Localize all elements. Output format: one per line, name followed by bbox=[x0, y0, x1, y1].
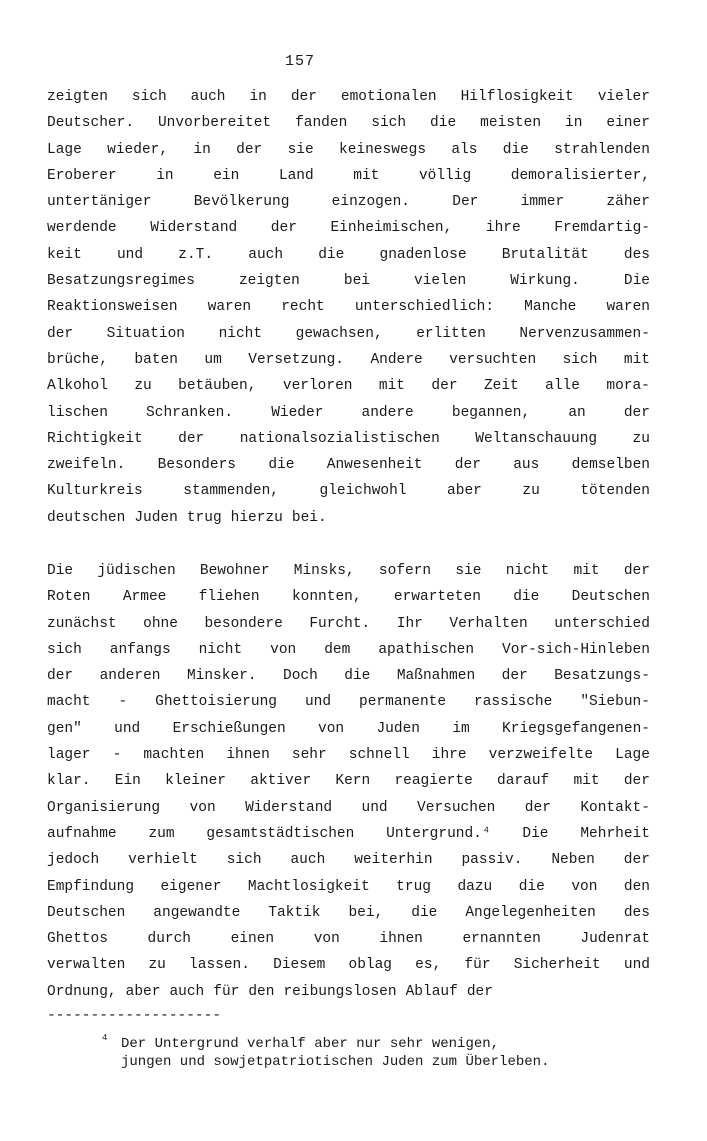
word: Anwesenheit bbox=[326, 457, 423, 474]
word: der bbox=[47, 668, 74, 685]
word: die bbox=[344, 668, 371, 685]
word: Besatzungs- bbox=[554, 668, 650, 685]
word: Untergrund.⁴ bbox=[386, 825, 491, 842]
word: lassen. bbox=[189, 957, 250, 974]
word: und bbox=[304, 694, 332, 711]
word: Ghettos bbox=[47, 931, 108, 948]
word: jüdischen bbox=[97, 563, 176, 579]
word: mit bbox=[378, 378, 406, 395]
word: die bbox=[502, 141, 529, 158]
word: der bbox=[466, 983, 493, 1000]
word: Die bbox=[47, 563, 74, 579]
word: "Siebun- bbox=[580, 694, 650, 711]
word: permanente bbox=[359, 694, 447, 711]
word: in bbox=[156, 167, 174, 184]
text-line bbox=[47, 84, 650, 110]
word: Organisierung bbox=[47, 799, 161, 816]
word: fliehen bbox=[198, 589, 260, 606]
word: sich bbox=[562, 351, 598, 368]
word: auch bbox=[248, 246, 284, 263]
word: Ghettoisierung bbox=[155, 694, 277, 711]
word: Maßnahmen bbox=[396, 668, 476, 685]
word: eigener bbox=[160, 878, 222, 895]
word: ohne bbox=[143, 615, 178, 632]
word: stammenden, bbox=[183, 483, 279, 500]
word: der bbox=[290, 89, 317, 105]
word: Versetzung. bbox=[248, 351, 344, 368]
text-line bbox=[47, 215, 650, 241]
word: nicht bbox=[218, 325, 263, 342]
word: Ablauf bbox=[405, 983, 458, 1000]
word: mit bbox=[573, 563, 600, 579]
word: auch bbox=[169, 983, 205, 1000]
footnote-separator: -------------------- bbox=[47, 1008, 222, 1024]
word: nationalsozialistischen bbox=[239, 430, 440, 447]
word: hierzu bbox=[230, 509, 283, 526]
word: zweifeln. bbox=[47, 457, 126, 474]
word: Weltanschauung bbox=[475, 430, 598, 447]
word: sich bbox=[371, 115, 407, 132]
text-line bbox=[47, 663, 650, 689]
word: rassische bbox=[474, 694, 553, 711]
word: apathischen bbox=[378, 641, 475, 658]
word: Besatzungsregimes bbox=[47, 273, 195, 290]
word: Manche bbox=[524, 299, 577, 316]
word: waren bbox=[207, 299, 252, 316]
word: Deutschen bbox=[47, 904, 126, 921]
word: anfangs bbox=[109, 641, 171, 658]
word: trug bbox=[396, 878, 431, 895]
word: von bbox=[270, 641, 297, 658]
word: es, bbox=[415, 957, 442, 974]
text-line bbox=[47, 558, 650, 584]
word: Ihr bbox=[396, 615, 423, 632]
word: Hilflosigkeit bbox=[460, 89, 574, 105]
word: Minsker. bbox=[186, 668, 257, 685]
word: Lage bbox=[615, 747, 650, 764]
word: in bbox=[249, 89, 267, 105]
word: gewachsen, bbox=[295, 325, 383, 342]
word: in bbox=[193, 141, 211, 158]
text-line bbox=[47, 637, 650, 663]
word: machten bbox=[143, 747, 205, 764]
word: Ein bbox=[114, 773, 141, 790]
word: von bbox=[313, 931, 340, 948]
word: Neben bbox=[551, 852, 595, 869]
word: Widerstand bbox=[150, 220, 238, 237]
word: und bbox=[116, 246, 144, 263]
word: erlitten bbox=[416, 325, 486, 342]
text-line bbox=[47, 926, 650, 952]
word: der bbox=[623, 852, 650, 869]
word: trug bbox=[186, 509, 222, 526]
word: Besonders bbox=[157, 457, 236, 474]
word: Eroberer bbox=[47, 167, 117, 184]
text-line bbox=[47, 426, 650, 452]
text-line bbox=[47, 742, 650, 768]
text-line bbox=[47, 584, 650, 610]
word: verwalten bbox=[47, 957, 126, 974]
word: nicht bbox=[198, 641, 243, 658]
word: zeigten bbox=[47, 89, 108, 105]
word: Der bbox=[452, 194, 479, 211]
word: sehr bbox=[291, 747, 327, 764]
word: unterschiedlich: bbox=[354, 299, 495, 316]
word: mit bbox=[623, 351, 650, 368]
text-line bbox=[47, 321, 650, 347]
word: sich bbox=[226, 852, 262, 869]
word: aktiver bbox=[250, 773, 312, 790]
word: vieler bbox=[597, 89, 650, 105]
word: angewandte bbox=[153, 904, 241, 921]
word: begannen, bbox=[451, 404, 531, 421]
word: aber bbox=[447, 483, 482, 500]
word: Kern bbox=[335, 773, 371, 790]
word: dazu bbox=[457, 878, 493, 895]
word: Vor-sich-Hinleben bbox=[502, 641, 650, 658]
paragraph-2 bbox=[47, 558, 650, 1005]
word: ernannten bbox=[462, 931, 541, 948]
text-line bbox=[47, 952, 650, 978]
text-line bbox=[47, 294, 650, 320]
word: Furcht. bbox=[309, 615, 371, 632]
word: keineswegs bbox=[339, 141, 427, 158]
word: die bbox=[513, 589, 540, 606]
word: Situation bbox=[106, 325, 185, 342]
word: für bbox=[464, 957, 491, 974]
word: Erschießungen bbox=[172, 720, 286, 737]
word: reibungslosen bbox=[283, 983, 397, 1000]
word: Versuchen bbox=[417, 799, 496, 816]
word: völlig bbox=[418, 167, 472, 184]
word: Die bbox=[623, 273, 650, 290]
word: Lage bbox=[47, 141, 82, 158]
word: des bbox=[623, 904, 650, 921]
word: tötenden bbox=[580, 483, 650, 500]
word: - bbox=[118, 694, 128, 711]
word: Armee bbox=[122, 589, 167, 606]
word: aus bbox=[513, 457, 540, 474]
text-line bbox=[47, 821, 650, 847]
word: Alkohol bbox=[47, 378, 108, 395]
word: Empfindung bbox=[47, 878, 135, 895]
word: als bbox=[451, 141, 478, 158]
word: Reaktionsweisen bbox=[47, 299, 178, 316]
word: alle bbox=[545, 378, 580, 395]
word: Angelegenheiten bbox=[465, 904, 596, 921]
text-line bbox=[47, 716, 650, 742]
word: weiterhin bbox=[354, 852, 433, 869]
word: Richtigkeit bbox=[47, 430, 143, 447]
word: versuchten bbox=[449, 351, 537, 368]
word: Unvorbereitet bbox=[157, 115, 272, 132]
word: für bbox=[213, 983, 240, 1000]
word: Brutalität bbox=[501, 246, 589, 263]
word: die bbox=[411, 904, 438, 921]
word: ihnen bbox=[226, 747, 270, 764]
word: Kulturkreis bbox=[47, 483, 143, 500]
word: lischen bbox=[47, 404, 108, 421]
word: Taktik bbox=[268, 904, 321, 921]
word: Deutschen bbox=[571, 589, 650, 606]
word: und bbox=[114, 720, 141, 737]
word: und bbox=[623, 957, 650, 974]
text-line bbox=[47, 400, 650, 426]
text-line bbox=[47, 505, 650, 531]
word: mora- bbox=[606, 378, 650, 395]
text-line bbox=[47, 847, 650, 873]
text-line bbox=[47, 452, 650, 478]
word: der bbox=[431, 378, 458, 395]
word: von bbox=[189, 799, 216, 816]
footnote-line: jungen und sowjetpatriotischen Juden zum Überleben. bbox=[121, 1054, 550, 1070]
word: fanden bbox=[295, 115, 348, 132]
word: demselben bbox=[571, 457, 650, 474]
word: sie bbox=[455, 563, 482, 579]
word: gnadenlose bbox=[379, 246, 467, 263]
word: lager bbox=[47, 747, 91, 764]
word: die bbox=[318, 246, 345, 263]
word: der bbox=[524, 799, 551, 816]
word: Nervenzusammen- bbox=[519, 325, 650, 342]
paragraph-1 bbox=[47, 84, 650, 531]
footnote-line: Der Untergrund verhalf aber nur sehr wenigen, bbox=[121, 1036, 500, 1052]
word: bei. bbox=[291, 509, 327, 526]
word: auch bbox=[290, 852, 326, 869]
word: ihre bbox=[431, 747, 467, 764]
word: ein bbox=[213, 167, 240, 184]
word: zu bbox=[632, 430, 650, 447]
word: von bbox=[571, 878, 598, 895]
text-line bbox=[47, 373, 650, 399]
word: zu bbox=[148, 957, 166, 974]
word: durch bbox=[147, 931, 192, 948]
word: jedoch bbox=[47, 852, 100, 869]
word: Schranken. bbox=[146, 404, 234, 421]
word: der bbox=[623, 404, 650, 421]
word: aufnahme bbox=[47, 825, 117, 842]
word: der bbox=[454, 457, 481, 474]
word: Fremdartig- bbox=[554, 220, 650, 237]
text-line bbox=[47, 979, 650, 1005]
text-line bbox=[47, 189, 650, 215]
text-line bbox=[47, 137, 650, 163]
word: einen bbox=[230, 931, 275, 948]
text-line bbox=[47, 795, 650, 821]
word: Kriegsgefangenen- bbox=[502, 720, 650, 737]
word: demoralisierter, bbox=[510, 167, 650, 184]
footnote-text bbox=[95, 1035, 665, 1071]
word: bei bbox=[343, 273, 370, 290]
word: Die bbox=[522, 825, 549, 842]
word: der bbox=[236, 141, 263, 158]
word: auch bbox=[190, 89, 226, 105]
word: anderen bbox=[99, 668, 161, 685]
word: macht bbox=[47, 694, 91, 711]
word: im bbox=[452, 720, 470, 737]
word: Zeit bbox=[483, 378, 519, 395]
word: meisten bbox=[480, 115, 542, 132]
word: von bbox=[318, 720, 345, 737]
word: untertäniger bbox=[47, 194, 152, 211]
word: sie bbox=[287, 141, 314, 158]
word: deutschen bbox=[47, 509, 126, 526]
word: die bbox=[518, 878, 545, 895]
word: um bbox=[204, 351, 222, 368]
word: und bbox=[361, 799, 388, 816]
word: Sicherheit bbox=[513, 957, 601, 974]
word: kleiner bbox=[165, 773, 227, 790]
word: z.T. bbox=[178, 246, 214, 263]
word: Diesem bbox=[273, 957, 326, 974]
text-line bbox=[47, 163, 650, 189]
word: Mehrheit bbox=[580, 825, 650, 842]
word: wieder, bbox=[107, 141, 169, 158]
text-line bbox=[47, 768, 650, 794]
word: betäuben, bbox=[178, 378, 257, 395]
word: Land bbox=[278, 167, 314, 184]
word: Roten bbox=[47, 589, 91, 606]
word: Minsks, bbox=[293, 563, 355, 579]
text-line bbox=[47, 900, 650, 926]
word: Juden bbox=[376, 720, 420, 737]
word: Verhalten bbox=[449, 615, 528, 632]
word: den bbox=[623, 878, 650, 895]
word: des bbox=[623, 246, 650, 263]
word: Judenrat bbox=[580, 931, 650, 948]
word: sofern bbox=[378, 563, 432, 579]
word: den bbox=[248, 983, 275, 1000]
word: an bbox=[568, 404, 586, 421]
text-line bbox=[47, 478, 650, 504]
word: einzogen. bbox=[331, 194, 410, 211]
word: bei, bbox=[348, 904, 384, 921]
word: passiv. bbox=[461, 852, 523, 869]
word: erwarteten bbox=[393, 589, 481, 606]
word: Doch bbox=[283, 668, 318, 685]
word: sich bbox=[131, 89, 167, 105]
word: verloren bbox=[282, 378, 353, 395]
word: strahlenden bbox=[554, 141, 650, 158]
word: unterschied bbox=[554, 615, 650, 632]
word: keit bbox=[47, 246, 82, 263]
word: ihnen bbox=[379, 931, 423, 948]
word: - bbox=[112, 747, 122, 764]
word: der bbox=[47, 325, 74, 342]
word: zeigten bbox=[238, 273, 300, 290]
word: einer bbox=[606, 115, 650, 132]
word: der bbox=[178, 430, 205, 447]
word: Widerstand bbox=[245, 799, 333, 816]
word: schnell bbox=[348, 747, 410, 764]
text-line bbox=[47, 110, 650, 136]
word: Kontakt- bbox=[580, 799, 650, 816]
footnote-marker: 4 bbox=[102, 1033, 108, 1043]
text-line bbox=[47, 689, 650, 715]
word: andere bbox=[361, 404, 414, 421]
word: zu bbox=[134, 378, 152, 395]
word: waren bbox=[606, 299, 650, 316]
word: zunächst bbox=[47, 615, 117, 632]
word: brüche, bbox=[47, 351, 108, 368]
word: in bbox=[565, 115, 583, 132]
word: der bbox=[501, 668, 528, 685]
word: Bevölkerung bbox=[193, 194, 290, 211]
word: Einheimischen, bbox=[330, 220, 453, 237]
word: werdende bbox=[47, 220, 117, 237]
text-line bbox=[47, 347, 650, 373]
word: Andere bbox=[370, 351, 423, 368]
word: der bbox=[270, 220, 297, 237]
word: recht bbox=[281, 299, 325, 316]
word: verzweifelte bbox=[488, 747, 594, 764]
word: aber bbox=[125, 983, 161, 1000]
word: baten bbox=[134, 351, 178, 368]
word: der bbox=[623, 563, 650, 579]
word: gesamtstädtischen bbox=[206, 825, 355, 842]
word: Wirkung. bbox=[510, 273, 580, 290]
word: darauf bbox=[497, 773, 550, 790]
word: zäher bbox=[606, 194, 650, 211]
word: die bbox=[430, 115, 457, 132]
word: zu bbox=[522, 483, 540, 500]
word: der bbox=[623, 773, 650, 790]
word: Ordnung, bbox=[47, 983, 117, 1000]
word: Wieder bbox=[271, 404, 324, 421]
word: mit bbox=[573, 773, 600, 790]
text-line bbox=[47, 874, 650, 900]
word: Juden bbox=[134, 509, 178, 526]
word: ihre bbox=[485, 220, 521, 237]
word: gen" bbox=[47, 720, 82, 737]
word: konnten, bbox=[291, 589, 362, 606]
word: zum bbox=[148, 825, 175, 842]
word: emotionalen bbox=[340, 89, 437, 105]
word: reagierte bbox=[394, 773, 473, 790]
text-line bbox=[47, 611, 650, 637]
word: gleichwohl bbox=[319, 483, 407, 500]
word: die bbox=[268, 457, 295, 474]
word: vielen bbox=[414, 273, 467, 290]
word: klar. bbox=[47, 773, 91, 790]
word: dem bbox=[324, 641, 351, 658]
word: oblag bbox=[348, 957, 393, 974]
word: Bewohner bbox=[199, 563, 270, 579]
word: verhielt bbox=[128, 852, 198, 869]
footnote bbox=[95, 1035, 665, 1071]
word: Deutscher. bbox=[47, 115, 135, 132]
text-line bbox=[47, 242, 650, 268]
page-number: 157 bbox=[284, 53, 315, 70]
word: sich bbox=[47, 641, 82, 658]
word: nicht bbox=[505, 563, 550, 579]
word: Machtlosigkeit bbox=[247, 878, 370, 895]
word: besondere bbox=[204, 615, 283, 632]
text-line bbox=[47, 268, 650, 294]
word: immer bbox=[520, 194, 565, 211]
word: mit bbox=[353, 167, 380, 184]
